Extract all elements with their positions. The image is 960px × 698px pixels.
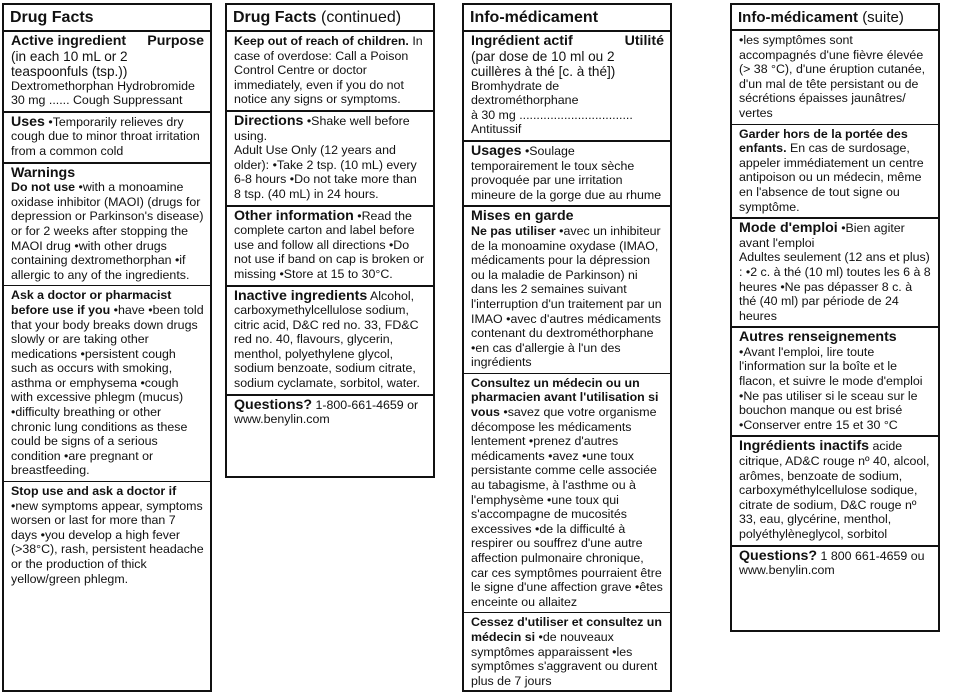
keep-out-label: Garder hors de la portée des enfants. bbox=[739, 126, 908, 156]
panel-title-main: Drug Facts bbox=[233, 9, 317, 26]
active-ingredient-section bbox=[4, 32, 210, 111]
other-information-heading: Autres renseignements bbox=[739, 329, 897, 346]
ask-doctor-label: Consultez un médecin ou un pharmacien avant l'utilisation si vous bbox=[471, 375, 659, 420]
uses-heading: Usages bbox=[471, 142, 522, 159]
other-information-section bbox=[227, 205, 433, 285]
other-information-text: •Avant l'emploi, lire toute l'information sur la boîte et le flacon, et suivre le mode d'emploi •Ne pas utiliser si le sceau sur le bouchon manque ou est brisé •Conserver entre 15 et 30 °C bbox=[739, 344, 923, 432]
do-not-use-text: •avec un inhibiteur de la monoamine oxydase (IMAO, médicaments pour la dépression ou la maladie de Parkinson) ni dans les 2 semaines suivant l'interruption d'un traitement par un IMAO •avec d'autres médicaments contenant du dextrométhorphane •en cas d'allergie à l'un des ingrédients bbox=[471, 223, 662, 370]
keep-out-text: In case of overdose: Call a Poison Control Centre or doctor immediately, even if you do not notice any signs or symptoms. bbox=[234, 34, 423, 107]
do-not-use-label: Do not use bbox=[11, 180, 76, 195]
adult-use-text: Adult Use Only (12 years and older): •Take 2 tsp. (10 mL) every 6-8 hours •Do not take more than 8 tsp. (40 mL) in 24 hours. bbox=[234, 143, 417, 201]
continued-warnings-text: •les symptômes sont accompagnés d'une fièvre élevée (> 38 °C), d'une éruption cutanée, d'un mal de tête persistant ou de sécrétions épaisses jaunâtres/ vertes bbox=[739, 33, 926, 120]
stop-use-label: Cessez d'utiliser et consultez un médecin si bbox=[471, 615, 662, 644]
ingredient-amount: à 30 mg ................................. Antitussif bbox=[471, 107, 633, 137]
panel-title bbox=[227, 5, 433, 32]
purpose-heading: Purpose bbox=[147, 33, 204, 49]
stop-use-text: •new symptoms appear, symptoms worsen or last for more than 7 days •you develop a high fever (>38°C), rash, persistent headache or the production of thick yellow/green phlegm. bbox=[11, 498, 204, 586]
adult-use-text: Adultes seulement (12 ans et plus) : •2 c. à thé (10 ml) toutes les 6 à 8 heures •Ne pas dépasser 8 c. à thé (40 ml) par période de 24 heures bbox=[739, 250, 931, 323]
active-ingredient-heading: Ingrédient actif bbox=[471, 33, 573, 49]
keep-out-section bbox=[732, 124, 938, 218]
keep-out-text: En cas de surdosage, appeler immédiatement un centre antipoison ou un médecin, même en l'absence de tout signe ou symptôme. bbox=[739, 141, 924, 214]
uses-section bbox=[464, 140, 670, 205]
ask-doctor-text: •have •been told that your body breaks down drugs slowly or are taking other medications •persistent cough such as occurs with smoking, asthma or emphysema •cough with excessive phlegm (mucus) •difficulty breathing or other chronic lung conditions as these could be signs of a serious condition •are pregnant or breastfeeding. bbox=[11, 302, 204, 478]
active-ingredient-heading: Active ingredient bbox=[11, 33, 127, 49]
panel-title-suffix: (continued) bbox=[321, 9, 402, 26]
inactive-ingredients-section bbox=[732, 435, 938, 544]
questions-text: 1-800-661-4659 or www.benylin.com bbox=[234, 397, 419, 427]
inactive-ingredients-section bbox=[227, 285, 433, 394]
questions-heading: Questions? bbox=[234, 396, 313, 413]
stop-use-section bbox=[464, 612, 670, 691]
questions-text: 1 800 661-4659 ou www.benylin.com bbox=[739, 548, 925, 578]
directions-section bbox=[227, 110, 433, 205]
directions-heading: Mode d'emploi bbox=[739, 220, 838, 237]
info-medicament-continued-panel bbox=[730, 3, 940, 632]
inactive-ingredients-text: acide citrique, AD&C rouge nº 40, alcool, arômes, benzoate de sodium, carboxyméthylcellulose sodique, citrate de sodium, D&C rouge nº 33, eau, glycérine, menthol, polyéthylèneglycol, sorbitol bbox=[739, 439, 930, 541]
other-information-section bbox=[732, 326, 938, 435]
other-information-heading: Other information bbox=[234, 207, 354, 224]
active-ingredient-section bbox=[464, 32, 670, 140]
drug-facts-panel bbox=[2, 3, 212, 692]
panel-title-suffix: (suite) bbox=[862, 9, 904, 26]
uses-text: •Temporarily relieves dry cough due to minor throat irritation from a common cold bbox=[11, 114, 200, 158]
uses-section bbox=[4, 111, 210, 162]
keep-out-label: Keep out of reach of children. bbox=[234, 34, 409, 48]
directions-heading: Directions bbox=[234, 112, 304, 129]
questions-section bbox=[732, 545, 938, 581]
inactive-ingredients-heading: Inactive ingredients bbox=[234, 287, 368, 304]
inactive-ingredients-text: Alcohol, carboxymethylcellulose sodium, citric acid, D&C red no. 33, FD&C red no. 40, flavours, glycerin, menthol, polyethylene glycol, sodium benzoate, sodium citrate, sodium cyclamate, sorbitol, water. bbox=[234, 288, 420, 391]
directions-section bbox=[732, 217, 938, 326]
warnings-heading: Mises en garde bbox=[471, 208, 574, 225]
per-dose: (in each 10 mL or 2 teaspoonfuls (tsp.)) bbox=[11, 48, 128, 79]
warnings-section bbox=[4, 162, 210, 286]
stop-use-text: •de nouveaux symptômes apparaissent •les symptômes s'aggravent ou durent plus de 7 jours bbox=[471, 629, 658, 688]
directions-text: •Shake well before using. bbox=[234, 113, 410, 143]
ingredient-name: Dextromethorphan Hydrobromide bbox=[11, 78, 195, 93]
do-not-use-text: •with a monoamine oxidase inhibitor (MAOI) (drugs for depression or Parkinson's disease) or for 2 weeks after stopping the MAOI drug •with other drugs containing dextromethorphan •if allergic to any of the ingredients. bbox=[11, 180, 204, 282]
questions-section bbox=[227, 394, 433, 430]
ingredient-name: Bromhydrate de dextrométhorphane bbox=[471, 78, 579, 108]
ask-doctor-label: Ask a doctor or pharmacist before use if you bbox=[11, 288, 172, 317]
panel-title: Drug Facts bbox=[4, 5, 210, 32]
ingredient-amount: 30 mg ...... Cough Suppressant bbox=[11, 93, 183, 108]
stop-use-section bbox=[4, 481, 210, 589]
info-medicament-panel bbox=[462, 3, 672, 692]
drug-facts-continued-panel bbox=[225, 3, 435, 478]
continued-warnings-section bbox=[732, 31, 938, 124]
do-not-use-label: Ne pas utiliser bbox=[471, 223, 556, 238]
uses-heading: Uses bbox=[11, 113, 45, 130]
per-dose: (par dose de 10 ml ou 2 cuillères à thé [c. à thé]) bbox=[471, 48, 616, 79]
questions-heading: Questions? bbox=[739, 547, 818, 564]
stop-use-label: Stop use and ask a doctor if bbox=[11, 484, 177, 499]
panel-title-main: Info-médicament bbox=[738, 9, 859, 26]
purpose-heading: Utilité bbox=[624, 33, 664, 49]
inactive-ingredients-heading: Ingrédients inactifs bbox=[739, 438, 870, 455]
directions-text: •Bien agiter avant l'emploi bbox=[739, 221, 905, 250]
ask-doctor-text: •savez que votre organisme décompose les médicaments lentement •prenez d'autres médicaments •avez •une toux persistante comme celle associée au tabagisme, à l'asthme ou à l'emphysème •une toux qui s'accompagne de mucosités excessives •de la difficulté à respirer ou souffrez d'une autre affection pulmonaire chronique, car ces symptômes pourraient être le signe d'une affection grave •êtes enceinte ou allaitez bbox=[471, 405, 663, 609]
other-information-text: •Read the complete carton and label before use and follow all directions •Do not use if band on cap is broken or missing •Store at 15 to 30°C. bbox=[234, 208, 425, 281]
panel-title: Info-médicament bbox=[464, 5, 670, 32]
panel-title bbox=[732, 5, 938, 31]
warnings-heading: Warnings bbox=[11, 164, 76, 181]
ask-doctor-section bbox=[464, 373, 670, 613]
warnings-section bbox=[464, 205, 670, 373]
ask-doctor-section bbox=[4, 285, 210, 481]
keep-out-section bbox=[227, 32, 433, 110]
uses-text: •Soulage temporairement le toux sèche provoquée par une irritation mineure de la gorge due au rhume bbox=[471, 143, 662, 202]
